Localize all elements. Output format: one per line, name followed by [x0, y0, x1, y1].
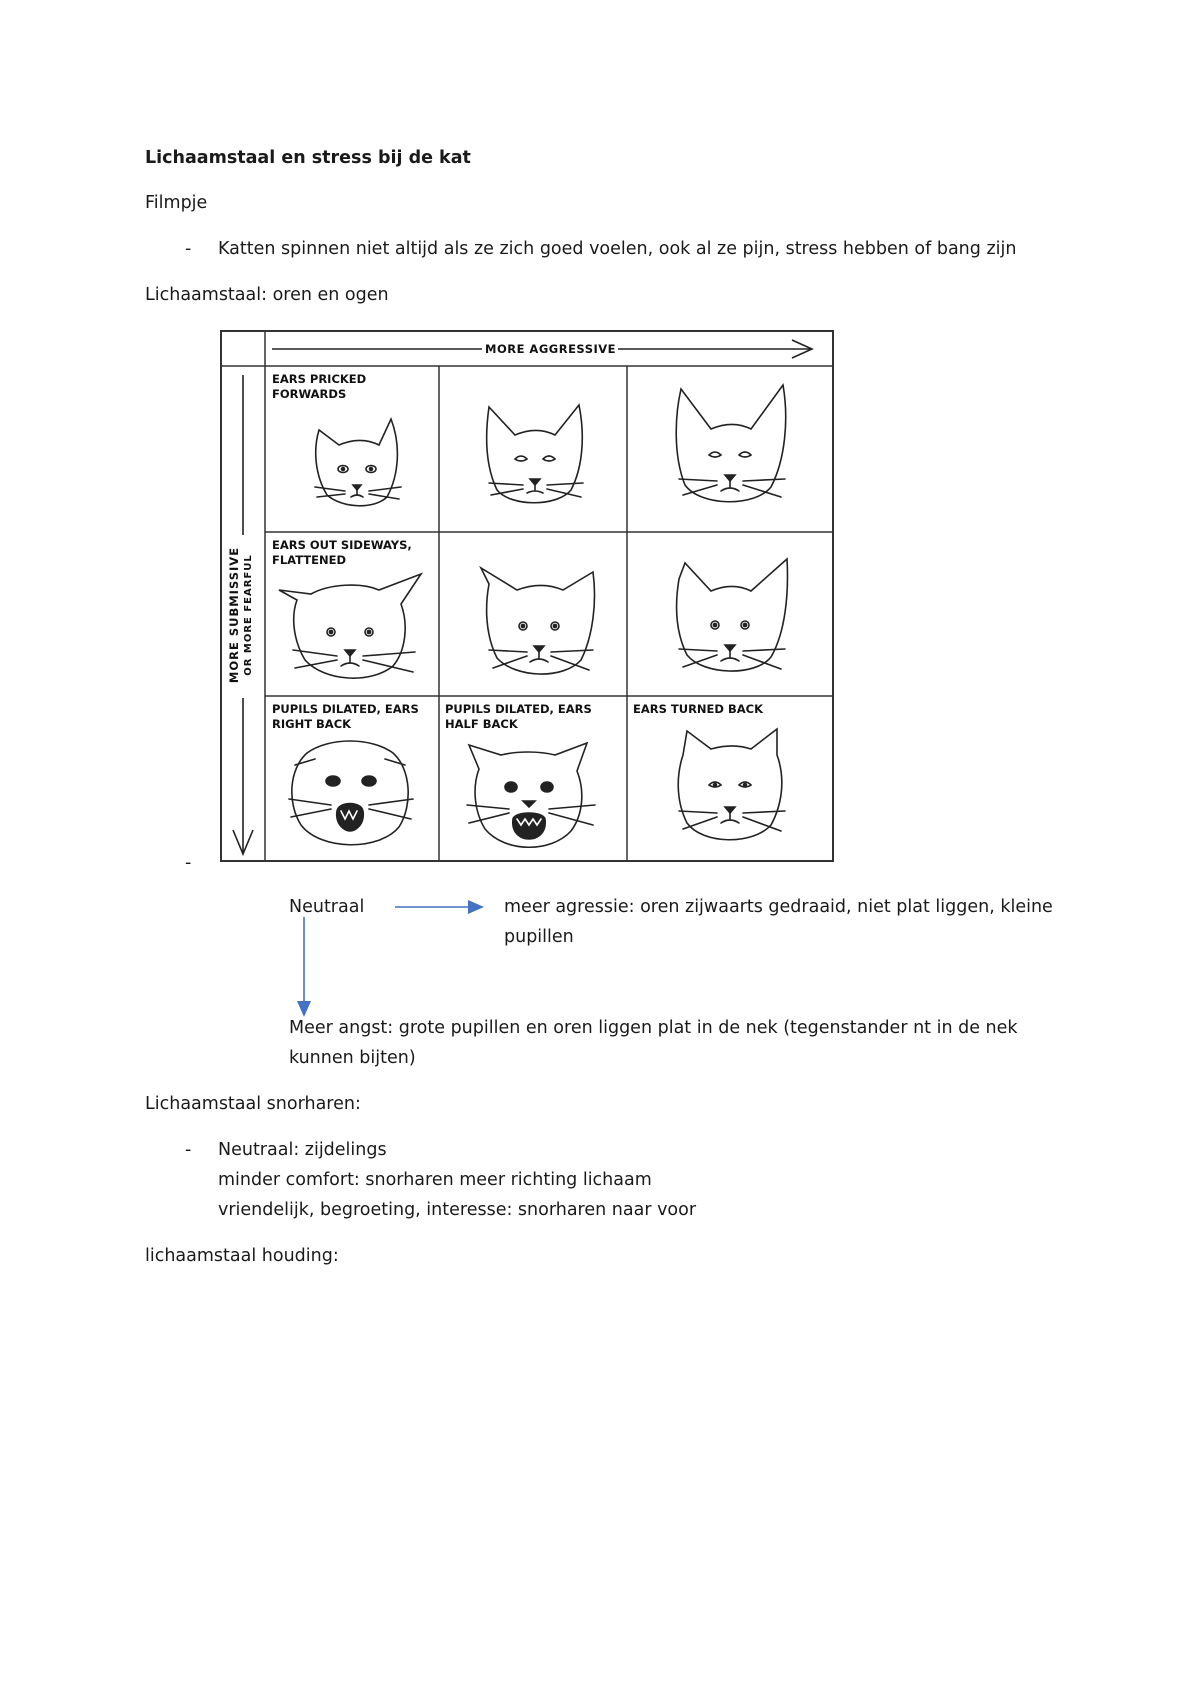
- cat-face-aggressive-illustration: [665, 375, 795, 525]
- row2-label: EARS OUT SIDEWAYS, FLATTENED: [272, 538, 412, 567]
- arrow-right-head: [468, 900, 484, 914]
- agressie-text-line2: pupillen: [504, 927, 574, 947]
- cat-face-ears-sideways-illustration: [475, 550, 605, 690]
- bullet-marker: -: [185, 1140, 192, 1160]
- top-axis-label: MORE AGGRESSIVE: [485, 342, 617, 356]
- bullet-marker: -: [185, 239, 192, 259]
- angst-text-line2: kunnen bijten): [289, 1048, 416, 1068]
- cat-face-ears-flattened-illustration: [275, 560, 425, 690]
- bullet-marker: -: [185, 853, 192, 873]
- snorharen-line2: minder comfort: snorharen meer richting lichaam: [218, 1170, 652, 1190]
- side-axis-sublabel: OR MORE FEARFUL: [243, 554, 254, 676]
- bullet-text-spinnen: Katten spinnen niet altijd als ze zich goed voelen, ook al ze pijn, stress hebben of bang zijn: [218, 239, 1017, 259]
- cat-face-fearful-ears-half-back-illustration: [455, 725, 605, 860]
- cat-face-ears-side-aggressive-illustration: [665, 545, 795, 690]
- snorharen-line3: vriendelijk, begroeting, interesse: snorharen naar voor: [218, 1200, 697, 1220]
- document-title: Lichaamstaal en stress bij de kat: [145, 148, 471, 168]
- row3-col1-label: PUPILS DILATED, EARS RIGHT BACK: [272, 702, 419, 731]
- angst-text-line1: Meer angst: grote pupillen en oren liggen plat in de nek (tegenstander nt in de nek: [289, 1018, 1018, 1038]
- cat-ears-eyes-figure: [220, 330, 834, 862]
- row3-col3-label: EARS TURNED BACK: [633, 702, 763, 716]
- snorharen-line1: Neutraal: zijdelings: [218, 1140, 387, 1160]
- neutraal-label: Neutraal: [289, 897, 365, 917]
- section-heading-oren-ogen: Lichaamstaal: oren en ogen: [145, 285, 389, 305]
- section-heading-filmpje: Filmpje: [145, 193, 208, 213]
- row1-label: EARS PRICKED FORWARDS: [272, 372, 367, 401]
- arrow-down-head: [297, 1001, 311, 1017]
- section-heading-snorharen: Lichaamstaal snorharen:: [145, 1094, 361, 1114]
- cat-face-fearful-hissing-illustration: [275, 725, 425, 855]
- cat-face-neutral-illustration: [305, 405, 415, 525]
- side-axis-label: MORE SUBMISSIVE: [227, 546, 241, 684]
- neutraal-arrows: [290, 895, 500, 1020]
- cat-face-alert-illustration: [475, 385, 595, 525]
- cat-face-ears-turned-back-illustration: [665, 715, 795, 855]
- agressie-text-line1: meer agressie: oren zijwaarts gedraaid, niet plat liggen, kleine: [504, 897, 1053, 917]
- section-heading-houding: lichaamstaal houding:: [145, 1246, 339, 1266]
- row3-col2-label: PUPILS DILATED, EARS HALF BACK: [445, 702, 592, 731]
